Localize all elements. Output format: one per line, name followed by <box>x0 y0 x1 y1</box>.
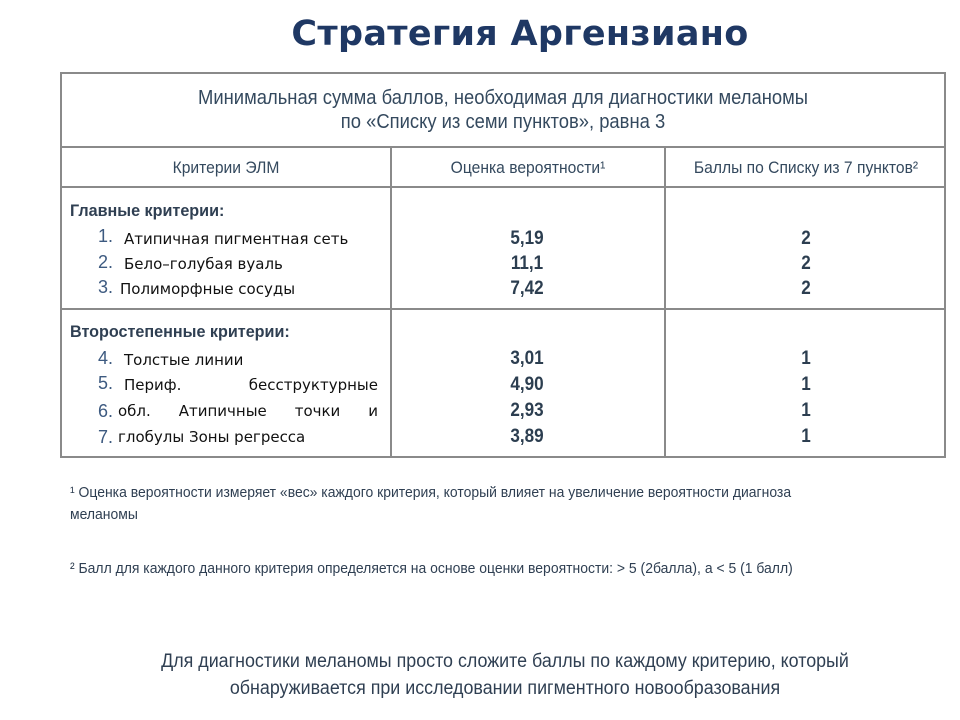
score-value: 2 <box>801 253 811 274</box>
score-value: 1 <box>801 374 811 395</box>
criterion-text-line: Периф. бесструктурные <box>124 376 378 394</box>
footnote-2: ² Балл для каждого данного критерия определяется на основе оценки вероятности: > 5 (2балла), а < 5 (1 балл) <box>70 560 793 577</box>
page-title: Стратегия Аргензиано <box>291 14 749 54</box>
probability-value: 2,93 <box>510 400 544 421</box>
criterion-number: 7. <box>98 427 114 447</box>
minor-criteria-title: Второстепенные критерии: <box>70 322 290 341</box>
probability-value: 7,42 <box>510 278 544 299</box>
score-value: 1 <box>801 426 811 447</box>
column-header-criteria: Критерии ЭЛМ <box>172 158 280 177</box>
table-divider <box>390 146 392 456</box>
criterion-name: Полиморфные сосуды <box>120 280 296 298</box>
criterion-name: Бело–голубая вуаль <box>124 255 283 273</box>
probability-value: 4,90 <box>510 374 544 395</box>
criterion-number: 2. <box>98 252 114 272</box>
table-header-line1: Минимальная сумма баллов, необходимая для диагностики меланомы <box>198 87 808 109</box>
conclusion <box>30 648 960 702</box>
criterion-number: 3. <box>98 277 114 297</box>
column-header-score: Баллы по Списку из 7 пунктов² <box>693 158 919 177</box>
criterion-number: 4. <box>98 348 114 368</box>
criterion-number: 5. <box>98 373 114 393</box>
footnote-1-line1: ¹ Оценка вероятности измеряет «вес» каждого критерия, который влияет на увеличение вероятности диагноза <box>70 484 792 501</box>
probability-value: 5,19 <box>510 228 544 249</box>
conclusion-line2: обнаруживается при исследовании пигментного новообразования <box>229 678 781 699</box>
criteria-table <box>60 72 946 458</box>
probability-value: 3,89 <box>510 426 544 447</box>
major-criteria-title: Главные критерии: <box>70 201 225 220</box>
footnote-1 <box>70 482 791 526</box>
criterion-text-line: глобулы Зоны регресса <box>118 428 306 446</box>
table-divider <box>664 146 666 456</box>
criterion-number: 1. <box>98 226 114 246</box>
table-header <box>97 74 908 146</box>
table-divider <box>62 146 944 148</box>
score-value: 1 <box>801 400 811 421</box>
criterion-text-line: Толстые линии <box>124 351 244 369</box>
score-value: 2 <box>801 228 811 249</box>
score-value: 1 <box>801 348 811 369</box>
probability-value: 11,1 <box>510 253 544 274</box>
probability-value: 3,01 <box>510 348 544 369</box>
footnote-1-line2: меланомы <box>70 506 138 523</box>
score-value: 2 <box>801 278 811 299</box>
column-header-probability: Оценка вероятности¹ <box>450 158 606 177</box>
table-divider <box>62 186 944 188</box>
criterion-number: 6. <box>98 401 114 421</box>
criterion-name: Атипичная пигментная сеть <box>124 230 349 248</box>
conclusion-line1: Для диагностики меланомы просто сложите баллы по каждому критерию, который <box>161 651 849 672</box>
criterion-text-line: обл. Атипичные точки и <box>118 402 378 420</box>
table-divider <box>62 308 944 310</box>
table-header-line2: по «Списку из семи пунктов», равна 3 <box>340 111 666 133</box>
